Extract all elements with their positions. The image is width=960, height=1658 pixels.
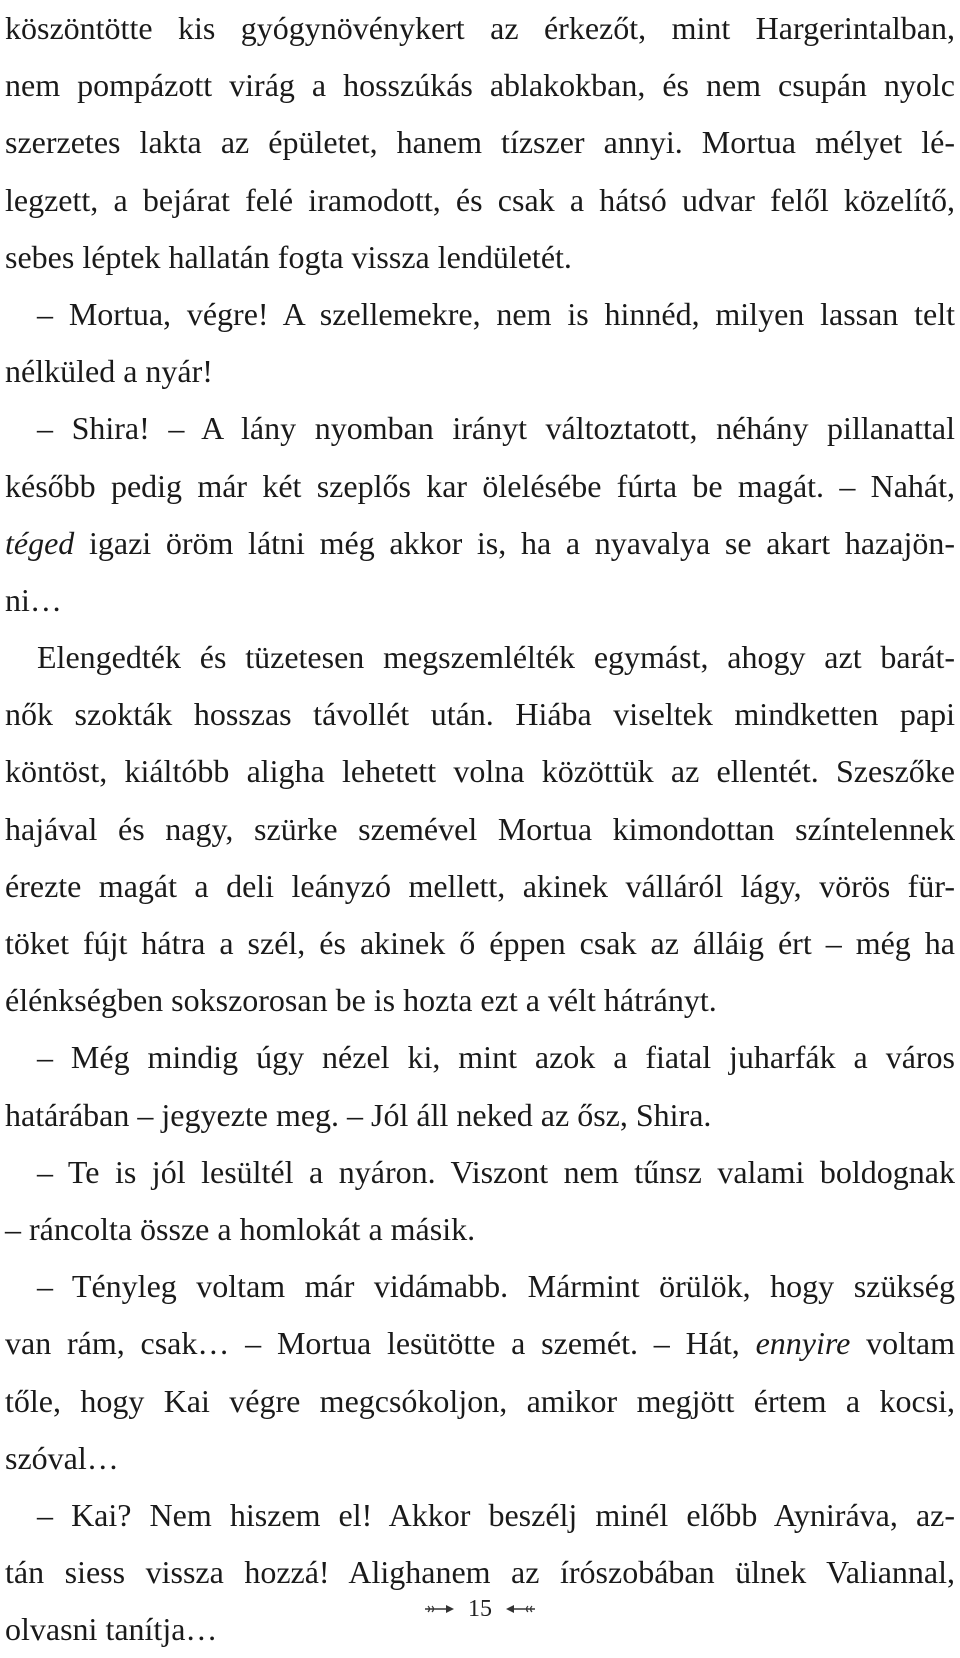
text-line: sebes léptek hallatán fogta vissza lendületét. [5, 238, 572, 275]
text-line: határában – jegyezte meg. – Jól áll neked az ősz, Shira. [5, 1096, 712, 1133]
text-line: szóval… [5, 1439, 119, 1476]
text-line: olvasni tanítja… [5, 1611, 218, 1648]
text-line: – ráncolta össze a homlokát a másik. [5, 1210, 476, 1247]
text-line: ni… [5, 581, 62, 618]
text-line: – Te is jól lesültél a nyáron. Viszont nem tűnsz valami boldognak [37, 1153, 955, 1190]
page-number: 15 [468, 1595, 492, 1622]
text-line: nélküled a nyár! [5, 353, 213, 390]
text-line: – Kai? Nem hiszem el! Akkor beszélj minél előbb Ayniráva, az- [37, 1496, 955, 1533]
text-line: – Shira! – A lány nyomban irányt változtatott, néhány pillanattal [37, 410, 955, 447]
text-line: szerzetes lakta az épületet, hanem tízszer annyi. Mortua mélyet lé- [5, 124, 955, 161]
text-line: töket fújt hátra a szél, és akinek ő éppen csak az álláig ért – még ha [5, 925, 955, 961]
text-segment: van rám, csak… – Mortua lesütötte a szemét. – Hát, [5, 1325, 756, 1362]
text-line [5, 515, 955, 572]
page-folio [0, 1593, 960, 1625]
text-line: nem pompázott virág a hosszúkás ablakokban, és nem csupán nyolc [5, 67, 955, 104]
text-line: legzett, a bejárat felé iramodott, és csak a hátsó udvar felől közelítő, [5, 181, 955, 218]
text-line: köszöntötte kis gyógynövénykert az érkezőt, mint Hargerintalban, [5, 10, 955, 46]
left-ornament-icon [424, 1603, 456, 1615]
text-line: élénkségben sokszorosan be is hozta ezt a vélt hátrányt. [5, 982, 717, 1019]
text-line: hajával és nagy, szürke szemével Mortua kimondottan színtelennek [5, 810, 955, 847]
text-line: tőle, hogy Kai végre megcsókoljon, amikor megjött értem a kocsi, [5, 1382, 955, 1419]
body-text [5, 0, 955, 1658]
text-line: – Még mindig úgy nézel ki, mint azok a fiatal juharfák a város [37, 1039, 955, 1076]
text-line: nők szokták hosszas távollét után. Hiába viseltek mindketten papi [5, 696, 955, 733]
right-ornament-icon [504, 1603, 536, 1615]
text-segment: voltam [850, 1325, 956, 1362]
text-segment: igazi öröm látni még akkor is, ha a nyavalya se akart hazajön- [74, 524, 955, 561]
emphasis-text: ennyire [755, 1325, 851, 1362]
text-line: – Mortua, végre! A szellemekre, nem is hinnéd, milyen lassan telt [37, 295, 955, 332]
text-line: Elengedték és tüzetesen megszemlélték egymást, ahogy azt barát- [37, 639, 955, 676]
text-line: később pedig már két szeplős kar ölelésébe fúrta be magát. – Nahát, [5, 467, 955, 504]
text-line: köntöst, kiáltóbb aligha lehetett volna közöttük az ellentét. Szeszőke [5, 753, 955, 790]
text-line [5, 1315, 955, 1372]
text-line: érezte magát a deli leányzó mellett, akinek válláról lágy, vörös für- [5, 867, 955, 904]
text-line: – Tényleg voltam már vidámabb. Mármint örülök, hogy szükség [37, 1268, 955, 1305]
emphasis-text: téged [5, 524, 75, 561]
text-line: tán siess vissza hozzá! Alighanem az írószobában ülnek Valiannal, [5, 1554, 955, 1591]
